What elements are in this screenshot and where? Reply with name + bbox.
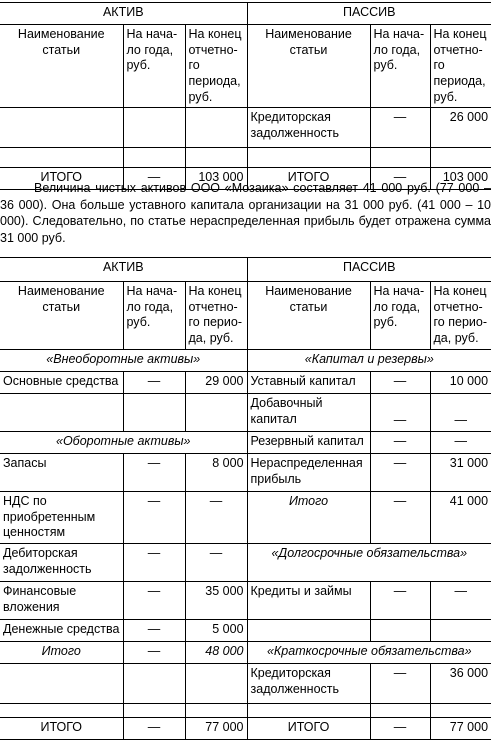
total-start: — (123, 717, 185, 739)
col-start-header: На нача-ло года, руб. (370, 282, 430, 350)
col-end-header: На конец отчетно-го перио-да, руб. (185, 282, 247, 350)
row-end: 31 000 (449, 456, 489, 470)
row-start: — (370, 581, 430, 619)
row-start: — (123, 581, 185, 619)
section-title: «Капитал и резервы» (304, 352, 434, 366)
total-start: — (370, 168, 430, 190)
row-name: Основные средства (0, 372, 123, 394)
col-name-header: Наименование статьи (0, 282, 123, 350)
row-end: — (454, 583, 468, 598)
row-name: Дебиторская задолженность (0, 543, 123, 581)
passiv-header: ПАССИВ (247, 258, 491, 282)
section-title: «Долгосрочные обязательства» (271, 545, 468, 560)
row-start: — (123, 372, 185, 394)
col-start-header: На нача-ло года, руб. (123, 25, 185, 108)
section-title: «Внеоборотные активы» (0, 350, 247, 372)
row-start: — (123, 543, 185, 581)
total-end: 77 000 (449, 719, 489, 734)
row-start: — (370, 454, 430, 492)
col-name-header: Наименование статьи (247, 282, 370, 350)
row-name: Кредиторская задолженность (247, 108, 370, 148)
row-end: 48 000 (185, 641, 247, 663)
row-name: Финансовые вложения (0, 581, 123, 619)
row-end: 29 000 (185, 372, 247, 394)
row-end: 5 000 (185, 619, 247, 641)
section-title: «Краткосрочные обязательства» (266, 643, 472, 658)
total-start: — (370, 717, 430, 739)
row-end: 8 000 (185, 454, 247, 492)
row-start: — (370, 663, 430, 703)
row-name: НДС по приобретенным ценностям (0, 492, 123, 544)
total-start: — (123, 168, 185, 190)
row-end: 26 000 (449, 110, 489, 125)
col-name-header: Наименование статьи (0, 25, 123, 108)
subtotal-label: Итого (0, 641, 123, 663)
col-name-header: Наименование статьи (247, 25, 370, 108)
total-end: 103 000 (185, 168, 247, 190)
row-end: 10 000 (449, 374, 489, 388)
row-end: 35 000 (185, 581, 247, 619)
row-end: 41 000 (449, 494, 489, 508)
row-start: — (123, 492, 185, 544)
total-end: 77 000 (185, 717, 247, 739)
row-start: — (123, 619, 185, 641)
aktiv-header: АКТИВ (0, 258, 247, 282)
row-name: Уставный капитал (247, 372, 370, 394)
col-end-header: На конец отчетно-го периода, руб. (430, 25, 491, 108)
col-end-header: На конец отчетно-го перио-да, руб. (433, 284, 487, 345)
passiv-header: ПАССИВ (247, 3, 491, 25)
col-start-header: На нача-ло года, руб. (123, 282, 185, 350)
row-start: — (370, 372, 430, 394)
row-start: — (123, 454, 185, 492)
row-end: — (185, 543, 247, 581)
total-end: 103 000 (442, 170, 489, 185)
row-name: Денежные средства (0, 619, 123, 641)
row-name: Резервный капитал (247, 432, 370, 454)
row-end: — (454, 413, 468, 428)
row-name: Кредиторская задолженность (247, 663, 370, 703)
total-label: ИТОГО (0, 717, 123, 739)
row-start: — (370, 432, 430, 454)
total-label: ИТОГО (247, 717, 370, 739)
row-end: — (454, 434, 468, 448)
body-paragraph: Величина чистых активов ООО «Мозаика» составляет 41 000 руб. (77 000 – 36 000). Она больше уставного капитала организации на 31 000 руб. (41 000 – 10 000). Следовательно, по статье нераспределенная прибыль будет отражена сумма 31 000 руб. (0, 181, 491, 245)
row-name: Добавочный капитал (247, 394, 370, 432)
row-end: — (185, 492, 247, 544)
subtotal-label: Итого (247, 492, 370, 544)
col-start-header: На нача-ло года, руб. (370, 25, 430, 108)
row-start: — (370, 108, 430, 148)
total-label: ИТОГО (0, 168, 123, 190)
balance-table-1 (0, 2, 491, 190)
row-start: — (123, 641, 185, 663)
row-end: 36 000 (449, 665, 489, 680)
section-title: «Оборотные активы» (0, 432, 247, 454)
aktiv-header: АКТИВ (0, 3, 247, 25)
total-label: ИТОГО (247, 168, 370, 190)
col-end-header: На конец отчетно-го периода, руб. (185, 25, 247, 108)
balance-table-2 (0, 257, 491, 740)
row-start: — (370, 492, 430, 544)
row-name: Кредиты и займы (247, 581, 370, 619)
row-name: Нераспределенная прибыль (247, 454, 370, 492)
row-name: Запасы (0, 454, 123, 492)
row-start: — (370, 394, 430, 432)
